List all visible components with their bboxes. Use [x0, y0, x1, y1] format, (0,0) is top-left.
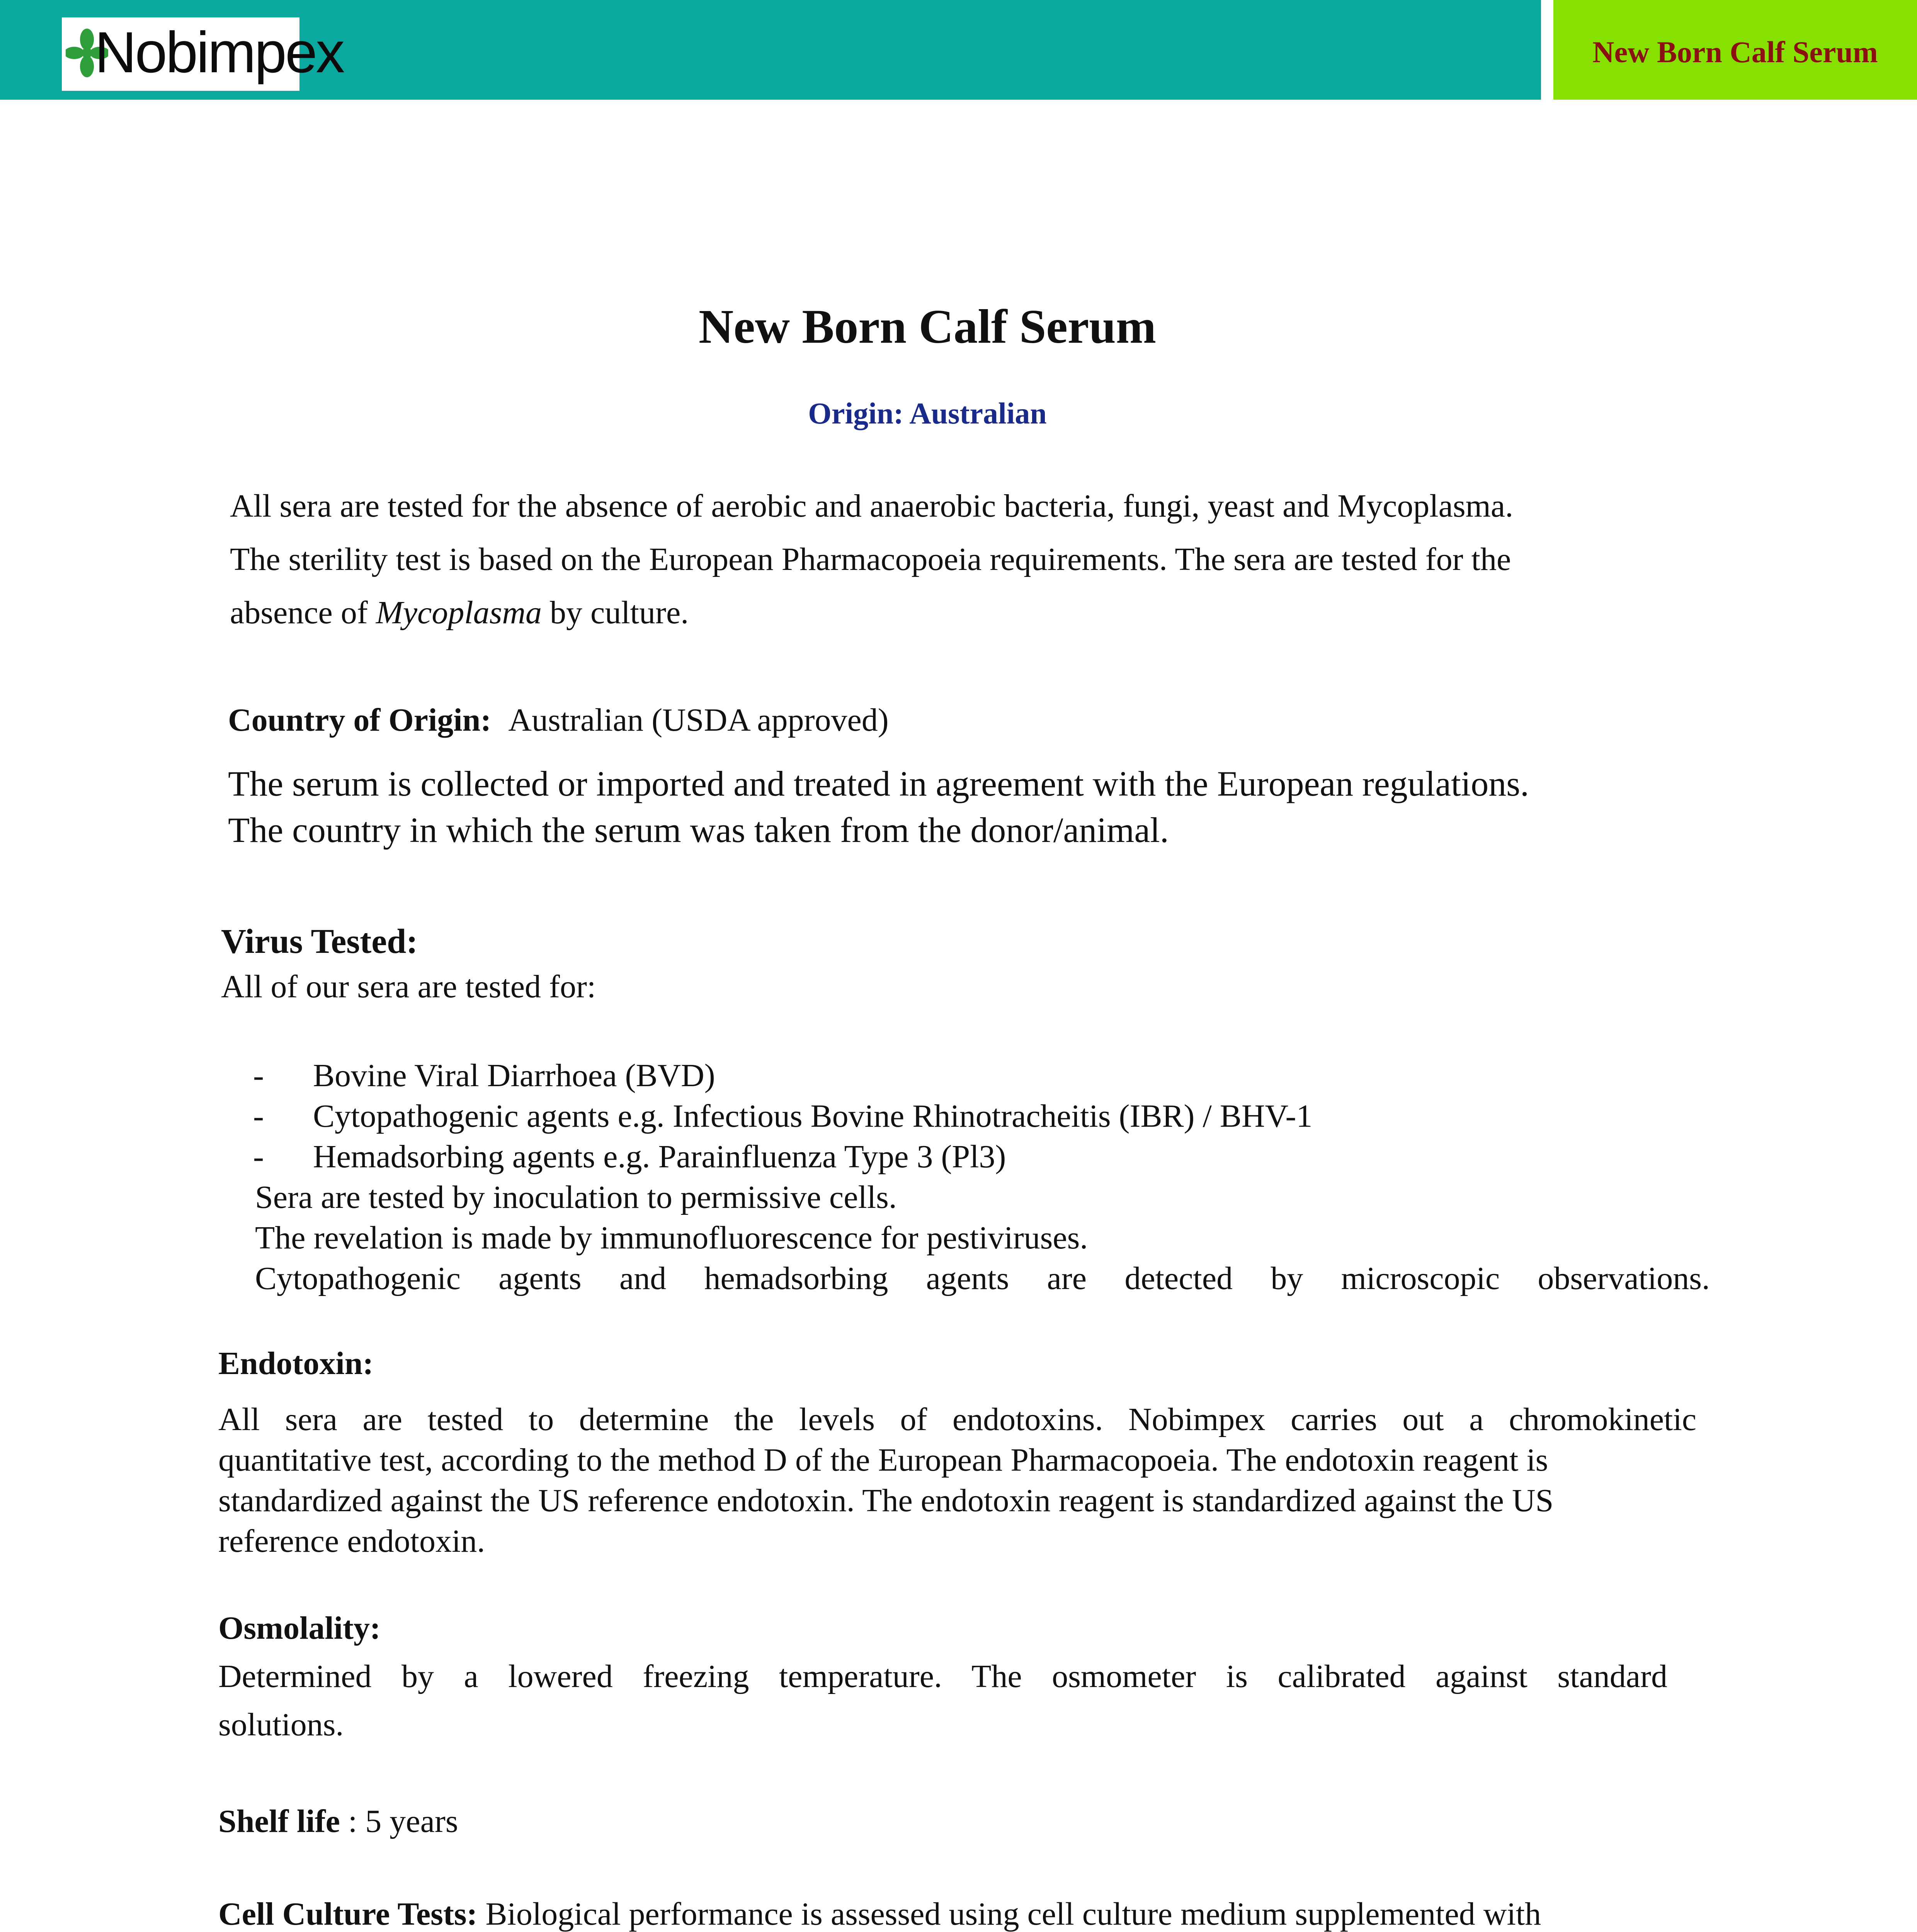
endotoxin-line: All sera are tested to determine the levels of endotoxins. Nobimpex carries out a chromokinetic [218, 1401, 1696, 1437]
endotoxin-line: quantitative test, according to the method D of the European Pharmacopoeia. The endotoxin reagent is [218, 1442, 1548, 1478]
virus-note: Cytopathogenic agents and hemadsorbing agents are detected by microscopic observations. [255, 1260, 1710, 1296]
header-divider [1541, 0, 1548, 100]
mycoplasma-italic: Mycoplasma [376, 595, 542, 631]
country-text: The country in which the serum was taken from the donor/animal. [228, 810, 1169, 850]
cell-culture-label: Cell Culture Tests: [218, 1896, 478, 1932]
endotoxin-line: standardized against the US reference endotoxin. The endotoxin reagent is standardized against the US [218, 1483, 1554, 1519]
list-item: - Cytopathogenic agents e.g. Infectious Bovine Rhinotracheitis (IBR) / BHV-1 [253, 1098, 1313, 1134]
virus-intro: All of our sera are tested for: [221, 969, 596, 1005]
list-item: - Hemadsorbing agents e.g. Parainfluenza Type 3 (Pl3) [253, 1139, 1006, 1175]
page-title: New Born Calf Serum [699, 300, 1156, 354]
product-badge-label: New Born Calf Serum [1592, 35, 1878, 69]
osmolality-heading: Osmolality: [218, 1610, 381, 1646]
country-label: Country of Origin: [228, 702, 492, 738]
endotoxin-heading: Endotoxin: [218, 1345, 374, 1381]
endotoxin-line: reference endotoxin. [218, 1523, 485, 1559]
origin-subtitle: Origin: Australian [808, 396, 1047, 430]
country-value: Australian (USDA approved) [508, 702, 889, 738]
country-text: The serum is collected or imported and treated in agreement with the European regulations. [228, 764, 1529, 803]
shelf-life-value: : 5 years [340, 1803, 458, 1839]
osmolality-line: solutions. [218, 1707, 344, 1743]
logo-text: Nobimpex [95, 20, 344, 85]
country-row [228, 701, 889, 739]
list-item: - Bovine Viral Diarrhoea (BVD) [253, 1058, 715, 1094]
virus-note: Sera are tested by inoculation to permissive cells. [255, 1179, 897, 1215]
intro-line: The sterility test is based on the European Pharmacopoeia requirements. The sera are tested for the [230, 541, 1511, 577]
cell-culture-line: Cell Culture Tests: Biological performance is assessed using cell culture medium supplemented with [218, 1896, 1541, 1932]
osmolality-line: Determined by a lowered freezing temperature. The osmometer is calibrated against standard [218, 1658, 1667, 1694]
intro-line: absence of Mycoplasma by culture. [230, 595, 689, 631]
shelf-life [218, 1803, 458, 1840]
virus-heading: Virus Tested: [221, 922, 418, 961]
intro-line: All sera are tested for the absence of aerobic and anaerobic bacteria, fungi, yeast and Mycoplasma. [230, 488, 1514, 524]
virus-note: The revelation is made by immunofluorescence for pestiviruses. [255, 1220, 1088, 1256]
shelf-life-label: Shelf life [218, 1803, 340, 1839]
